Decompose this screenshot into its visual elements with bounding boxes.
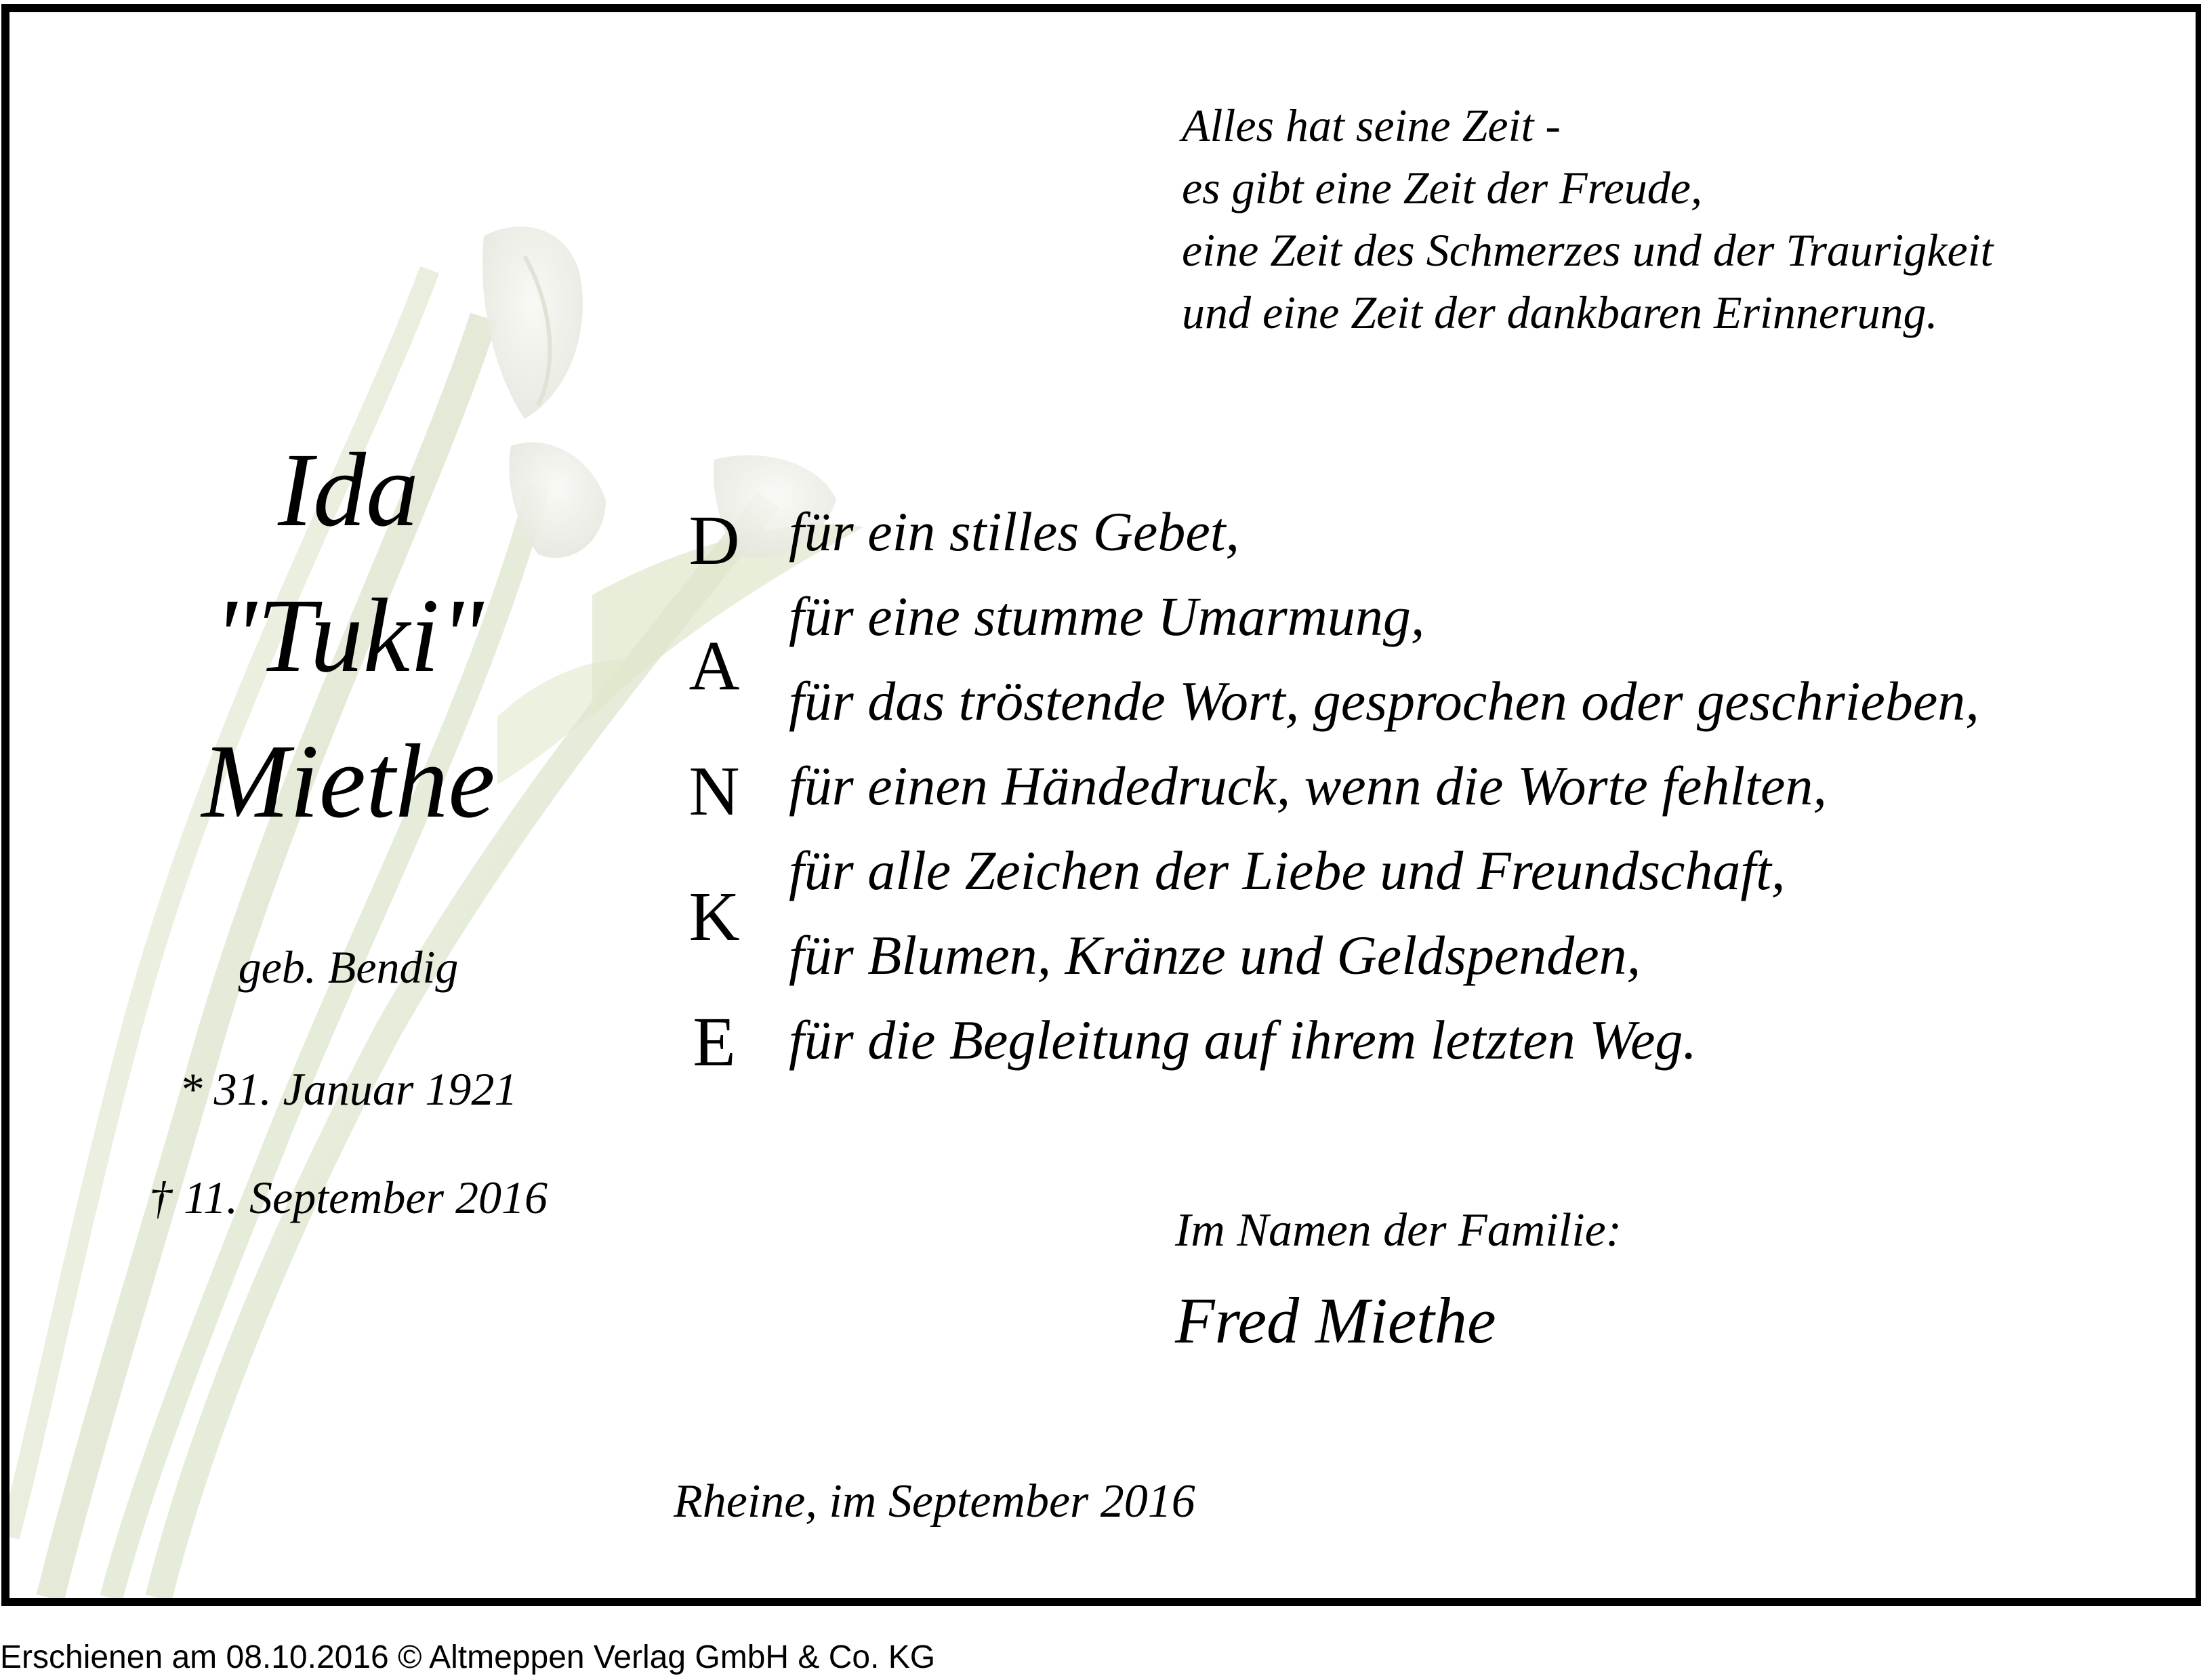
thanks-line: für die Begleitung auf ihrem letzten Weg. xyxy=(789,1009,1697,1071)
danke-letter: D xyxy=(688,501,740,579)
poem-line: eine Zeit des Schmerzes und der Traurigkeit xyxy=(1182,224,1994,276)
last-name: Miethe xyxy=(201,722,495,840)
thanks-line: für Blumen, Kränze und Geldspenden, xyxy=(789,924,1641,986)
thanks-line: für das tröstende Wort, gesprochen oder geschrieben, xyxy=(789,670,1979,732)
nickname: "Tuki" xyxy=(213,577,484,694)
obituary-card xyxy=(1,4,2201,1606)
danke-letter: N xyxy=(688,752,740,830)
thanks-line: für eine stumme Umarmung, xyxy=(789,586,1425,647)
place-date: Rheine, im September 2016 xyxy=(674,1475,1195,1528)
poem-line: es gibt eine Zeit der Freude, xyxy=(1182,162,1702,213)
signature-name: Fred Miethe xyxy=(1175,1284,1496,1357)
poem-line: und eine Zeit der dankbaren Erinnerung. xyxy=(1182,287,1938,338)
birth-date: * 31. Januar 1921 xyxy=(179,1063,518,1115)
thanks-line: für alle Zeichen der Liebe und Freundschaft, xyxy=(789,840,1786,901)
publication-footer: Erschienen am 08.10.2016 © Altmeppen Verlag GmbH & Co. KG xyxy=(0,1639,936,1675)
danke-letter: A xyxy=(688,627,740,705)
danke-letter: K xyxy=(688,878,740,956)
thanks-line: für einen Händedruck, wenn die Worte fehlten, xyxy=(789,755,1827,817)
first-name: Ida xyxy=(278,431,419,548)
death-date: † 11. September 2016 xyxy=(149,1172,548,1223)
signature-label: Im Namen der Familie: xyxy=(1175,1204,1622,1256)
danke-letter: E xyxy=(693,1003,736,1081)
birth-name: geb. Bendig xyxy=(238,941,459,993)
poem-line: Alles hat seine Zeit - xyxy=(1182,100,1561,151)
thanks-line: für ein stilles Gebet, xyxy=(789,501,1240,562)
